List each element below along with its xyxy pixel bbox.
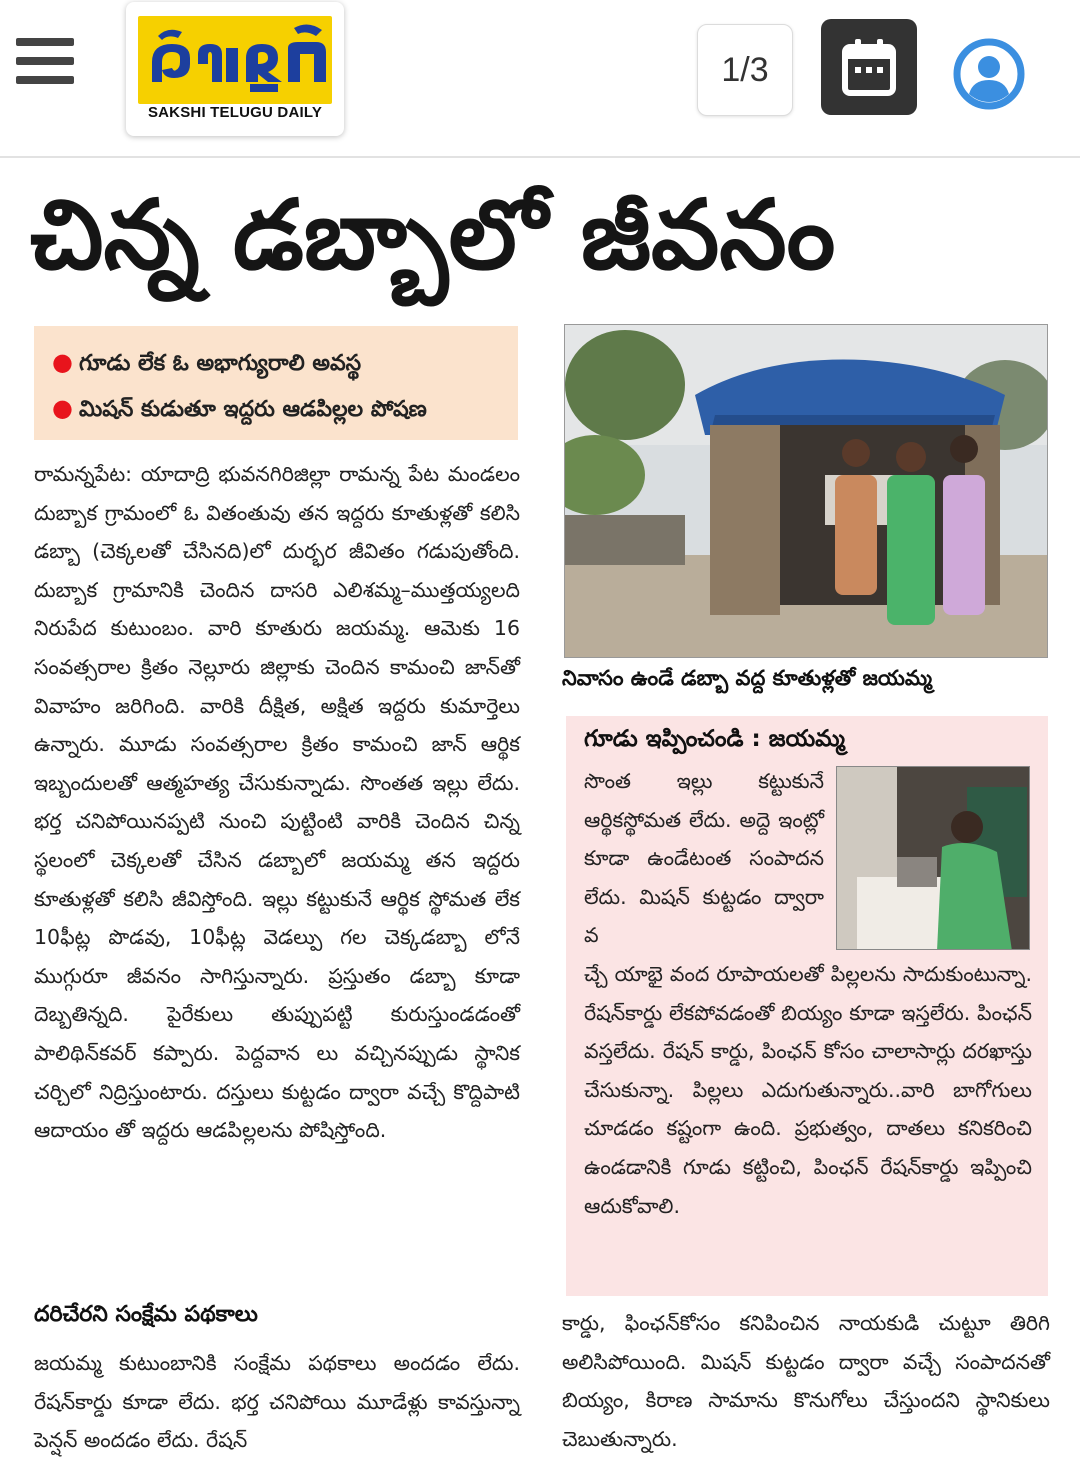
menu-icon[interactable] <box>16 38 74 84</box>
article-body-right-continued: కార్డు, ఫింఛన్‌కోసం కనిపించిన నాయకుడి చుట్టూ తిరిగి అలిసిపోయింది. మిషన్ కుట్టడం ద్వారా వచ్చే సంపాదనతో బియ్యం, కిరాణ సామాను కొనుగోలు చేస్తుందని స్థానికులు చెబుతున్నారు. <box>562 1311 1050 1451</box>
calendar-icon <box>841 37 897 97</box>
article-photo <box>564 324 1048 658</box>
logo-mark <box>138 16 332 104</box>
sidebar-photo <box>836 766 1030 950</box>
profile-button[interactable] <box>953 38 1025 110</box>
highlight-text: గూడు లేక ఓ అభాగ్యురాలి అవస్థ <box>78 351 362 376</box>
article-body-left-continued: జయమ్మ కుటుంబానికి సంక్షేమ పథకాలు అందడం లేదు. రేషన్‌కార్డు కూడా లేదు. భర్త చనిపోయి మూడేళ్లు కావస్తున్నా పెన్షన్ అందడం లేదు. రేషన్ <box>34 1351 520 1453</box>
highlight-item <box>52 340 518 386</box>
quote-sidebar <box>566 716 1048 1296</box>
sidebar-title: గూడు ఇప్పించండి : జయమ్మ <box>584 726 845 752</box>
sidebar-text-top: సొంత ఇల్లు కట్టుకునే ఆర్థికస్థోమత లేదు. అద్దె ఇంట్లో కూడా ఉండేటంత సంపాదన లేదు. మిషన్ కుట్టడం ద్వారా వ <box>584 769 824 948</box>
sakshi-logo[interactable] <box>126 2 344 136</box>
profile-icon <box>953 38 1025 110</box>
calendar-button[interactable] <box>821 19 917 115</box>
highlight-item <box>52 386 518 432</box>
logo-subtitle: SAKSHI TELUGU DAILY <box>147 104 323 121</box>
photo-caption: నివాసం ఉండే డబ్బా వద్ద కూతుళ్లతో జయమ్మ <box>562 666 933 690</box>
article-body-left: రామన్నపేట: యాదాద్రి భువనగిరిజిల్లా రామన్న పేట మండలం దుబ్బాక గ్రామంలో ఓ వితంతువు తన ఇద్దరు కూతుళ్లతో కలిసి డబ్బా (చెక్కలతో చేసినది)లో దుర్భర జీవితం గడుపుతోంది. దుబ్బాక గ్రామానికి చెందిన దాసరి ఎలిశమ్మ–ముత్తయ్యలది నిరుపేద కుటుంబం. వారి కూతురు జయమ్మ. ఆమెకు 16 సంవత్సరాల క్రితం నెల్లూరు జిల్లాకు చెందిన కామంచి జాన్‌తో వివాహం జరిగింది. వారికి దీక్షిత, అక్షిత ఇద్దరు కుమార్తెలు ఉన్నారు. మూడు సంవత్సరాల క్రితం కామంచి జాన్ ఆర్థిక ఇబ్బందులతో ఆత్మహత్య చేసుకున్నాడు. సొంతత ఇల్లు లేదు. భర్త చనిపోయినప్పటి నుంచి పుట్టింటి వారికి చెందిన చిన్న స్థలంలో చెక్కలతో చేసిన డబ్బాలో జయమ్మ తన ఇద్దరు కూతుళ్లతో కలిసి జీవిస్తోంది. ఇల్లు కట్టుకునే ఆర్థిక స్థోమత లేక 10ఫీట్ల పొడవు, 10ఫీట్ల వెడల్పు గల చెక్కడబ్బా లోనే ముగ్గురూ జీవనం సాగిస్తున్నారు. ప్రస్తుతం డబ్బా కూడా దెబ్బతిన్నది. పైరేకులు తుప్పుపట్టి కురుస్తుండడంతో పాలిథిన్‌కవర్ కప్పారు. పెద్దవాన లు వచ్చినప్పుడు స్థానిక చర్చిలో నిద్రిస్తుంటారు. దస్తులు కుట్టడం ద్వారా వచ్చే కొద్దిపాటి ఆదాయం తో ఇద్దరు ఆడపిల్లలను పోషిస్తోంది. <box>34 462 520 1143</box>
article-highlights <box>34 326 518 440</box>
page-counter[interactable]: 1/3 <box>697 24 793 116</box>
bullet-icon: ● <box>52 348 73 376</box>
article-headline: చిన్న డబ్బాలో జీవనం <box>30 179 836 291</box>
article-subheading: దరిచేరని సంక్షేమ పథకాలు <box>34 1302 258 1327</box>
app-top-bar <box>0 0 1080 158</box>
sidebar-text-bottom: చ్చే యాభై వంద రూపాయలతో పిల్లలను సాదుకుంటున్నా. రేషన్‌కార్డు లేకపోవడంతో బియ్యం కూడా ఇస్తలేరు. పింఛన్ వస్తలేదు. రేషన్ కార్డు, పింఛన్ కోసం చాలాసార్లు దరఖాస్తు చేసుకున్నా. పిల్లలు ఎదుగుతున్నారు..వారి బాగోగులు చూడడం కష్టంగా ఉంది. ప్రభుత్వం, దాతలు కనికరించి ఉండడానికి గూడు కట్టించి, పింఛన్ రేషన్‌కార్డు ఇప్పించి ఆదుకోవాలి. <box>584 962 1032 1218</box>
highlight-text: మిషన్ కుడుతూ ఇద్దరు ఆడపిల్లల పోషణ <box>78 397 427 422</box>
bullet-icon: ● <box>52 394 73 422</box>
